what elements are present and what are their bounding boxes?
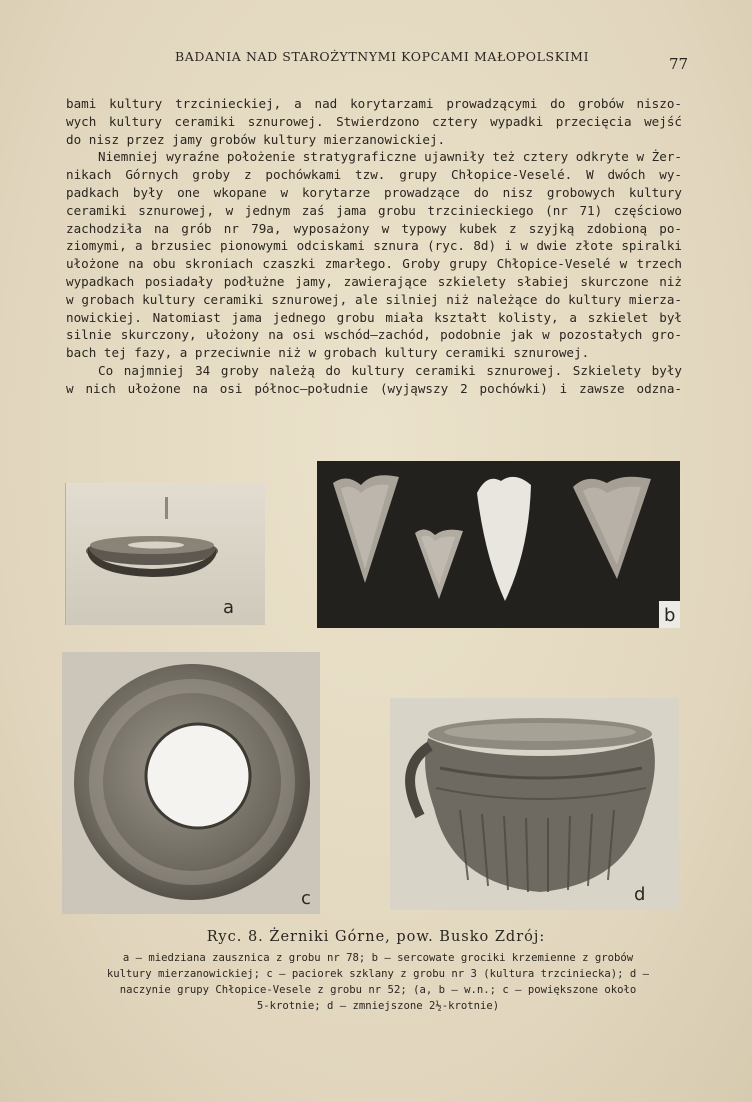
body-text [66, 95, 682, 398]
caption-line: kultury mierzanowickiej; c — paciorek szklany z grobu nr 3 (kultura trzciniecka); d — [106, 968, 650, 980]
figure-label-d: d [634, 884, 646, 905]
text-line: padkach były one wkopane w korytarze prowadzące do nisz grobowych kultury [66, 184, 682, 200]
figure-label-c: c [301, 888, 311, 909]
text-line: w nich ułożone na osi północ—południe (wyjąwszy 2 pochówki) i zawsze odzna- [66, 380, 682, 396]
text-line: nowickiej. Natomiast jama jednego grobu miała kształt kolisty, a szkielet był [66, 309, 682, 325]
page-number: 77 [669, 55, 689, 73]
figure-caption [78, 950, 678, 1014]
text-line: do nisz przez jamy grobów kultury mierzanowickiej. [66, 131, 446, 147]
caption-line: naczynie grupy Chłopice-Vesele z grobu nr 52; (a, b — w.n.; c — powiększone około [119, 984, 637, 996]
photo-clay-vessel [390, 698, 679, 910]
text-line: ceramiki sznurowej, w jednym zaś jama grobu trzcinieckiego (nr 71) częściowo [66, 202, 682, 218]
figure-label-b: b [664, 605, 676, 626]
text-line: ziomymi, a brzusiec pionowymi odciskami sznura (ryc. 8d) i w dwie złote spiralki [66, 238, 682, 254]
photo-copper-earring [65, 483, 265, 625]
text-line: silnie skurczony, ułożony na osi wschód—zachód, podobnie jak w pozostałych gro- [66, 327, 682, 343]
text-line: w grobach kultury ceramiki sznurowej, ale silniej niż należące do kultury mierza- [66, 291, 682, 307]
photo-flint-arrowheads [317, 461, 680, 628]
running-head: BADANIA NAD STAROŻYTNYMI KOPCAMI MAŁOPOLSKIMI [175, 49, 590, 64]
text-line: bami kultury trzcinieckiej, a nad korytarzami prowadzącymi do grobów niszo- [66, 96, 682, 111]
text-line: wych kultury ceramiki sznurowej. Stwierdzono cztery wypadki przecięcia wejść [66, 113, 682, 129]
text-line: Niemniej wyraźne położenie stratygraficzne ujawniły też cztery odkryte w Żer- [98, 149, 682, 165]
text-line: ułożone na obu skroniach czaszki zmarłego. Groby grupy Chłopice-Veselé w trzech [66, 256, 682, 272]
text-line: zachodziła na grób nr 79a, wyposażony w typowy kubek z szyjką zdobioną po- [66, 220, 682, 236]
text-line: wypadkach posiadały podłużne jamy, zawierające szkielety słabiej skurczone niż [66, 273, 682, 289]
figure-caption-title: Ryc. 8. Żerniki Górne, pow. Busko Zdrój: [206, 929, 546, 945]
caption-line: a — miedziana zausznica z grobu nr 78; b — sercowate grociki krzemienne z grobów [122, 952, 634, 964]
photo-glass-bead [62, 652, 320, 914]
figure-label-a: a [223, 597, 235, 618]
text-line: bach tej fazy, a przeciwnie niż w grobach kultury ceramiki sznurowej. [66, 345, 590, 361]
text-line: Co najmniej 34 groby należą do kultury ceramiki sznurowej. Szkielety były [98, 362, 682, 378]
caption-line: 5-krotnie; d — zmniejszone 2½-krotnie) [256, 1000, 500, 1012]
text-line: nikach Górnych groby z pochówkami tzw. grupy Chłopice-Veselé. W dwóch wy- [66, 167, 682, 183]
